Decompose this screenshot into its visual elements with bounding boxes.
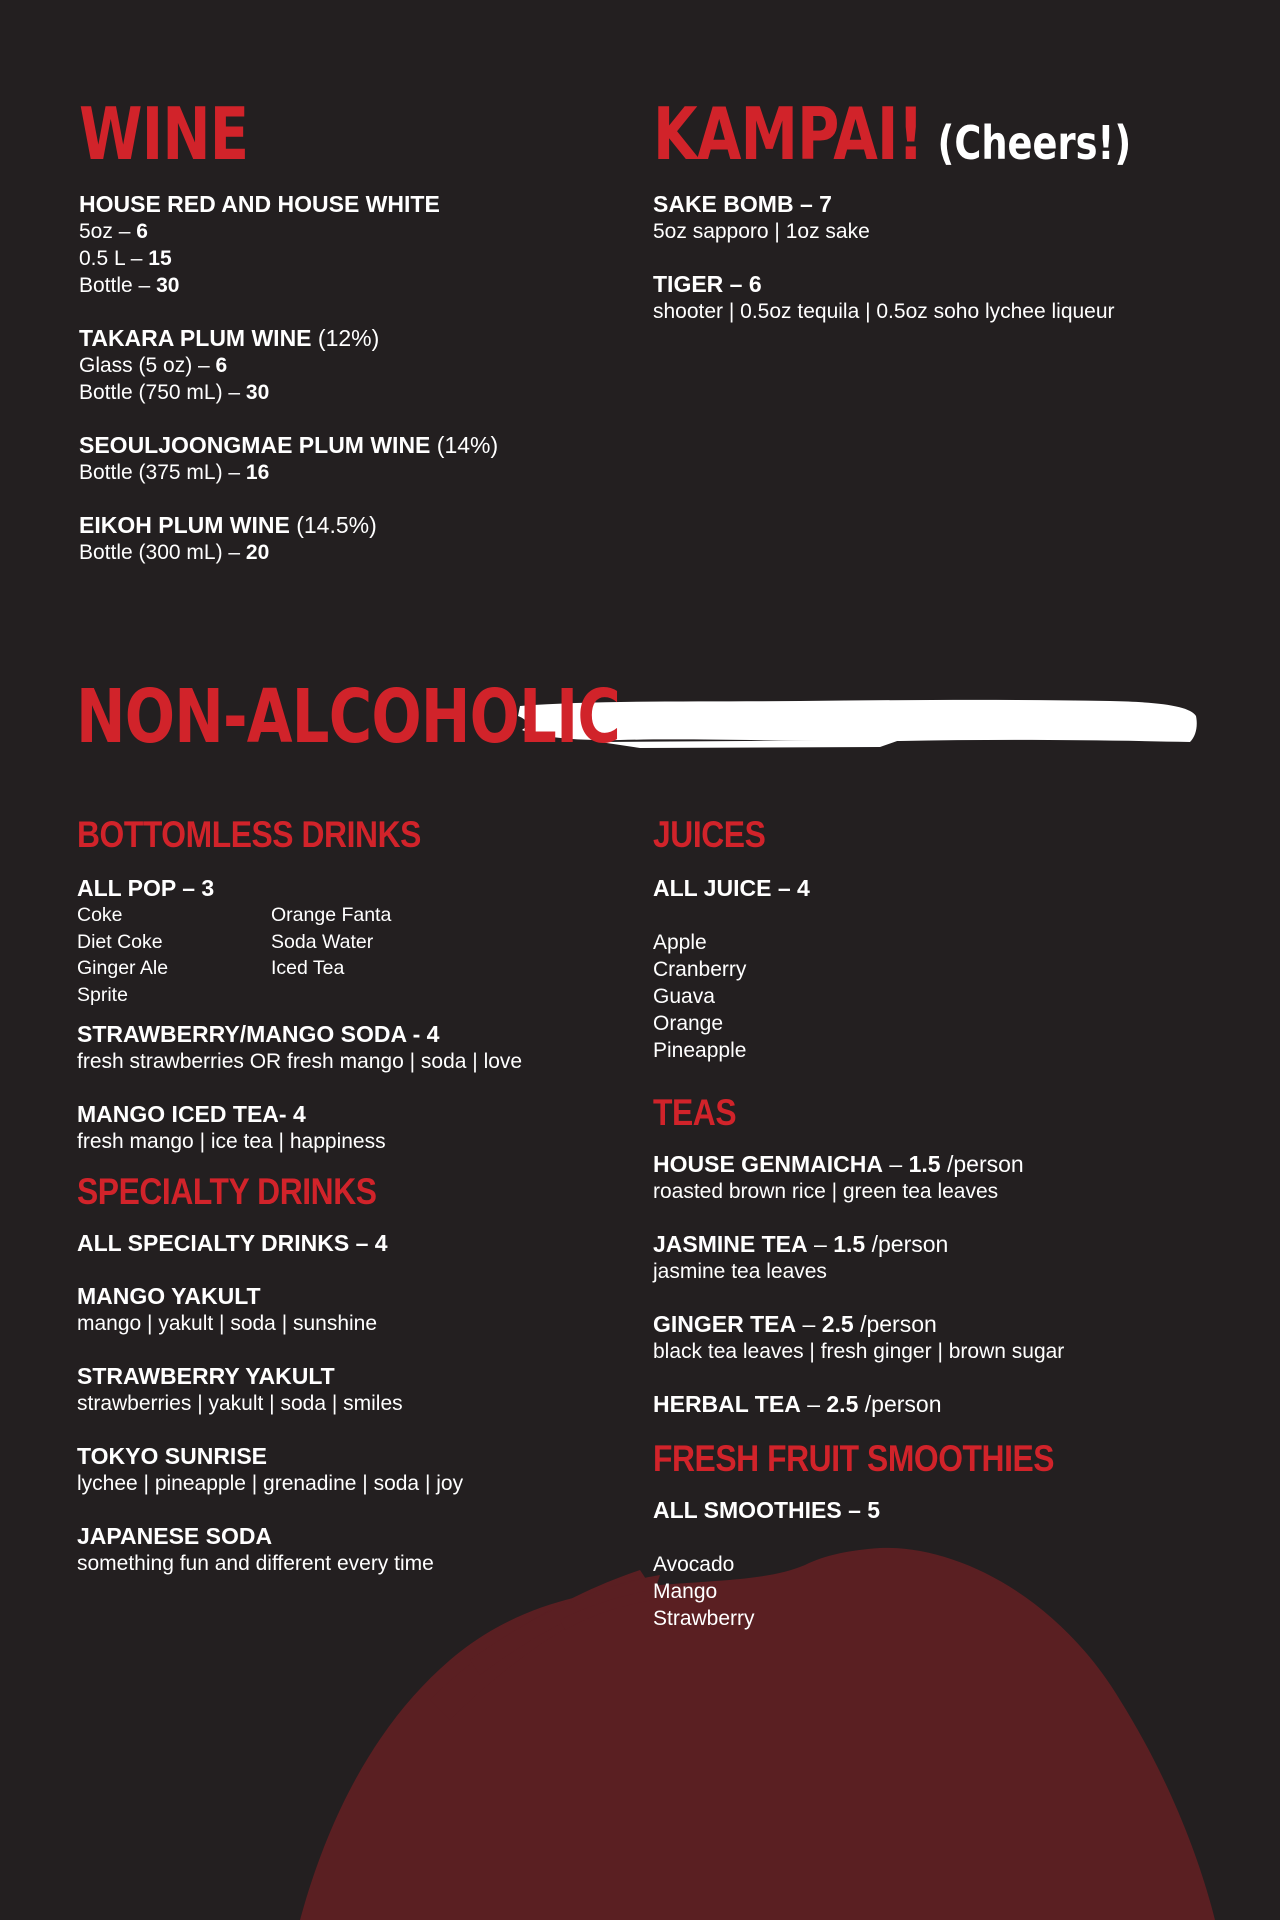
wine-serving: Bottle –: [79, 274, 157, 297]
bottomless-drink-desc: fresh strawberries OR fresh mango | soda | love: [77, 1050, 523, 1073]
smoothie-item: Avocado: [653, 1553, 735, 1576]
tea-unit: /person: [940, 1151, 1024, 1177]
bottomless-items: [77, 1020, 597, 1155]
kampai-subtitle: (Cheers!): [937, 116, 1132, 170]
tea-desc: black tea leaves | fresh ginger | brown sugar: [653, 1340, 1065, 1363]
pop-item: Soda Water: [271, 930, 374, 953]
bottomless-drink-desc: fresh mango | ice tea | happiness: [77, 1130, 386, 1153]
pop-item: Ginger Ale: [77, 957, 169, 979]
tea-items: [653, 1150, 1213, 1418]
wine-serving: Bottle (750 mL) –: [79, 381, 246, 404]
bottomless-drink-item: [77, 1020, 597, 1075]
tea-item: [653, 1150, 1213, 1205]
tea-price: 1.5: [908, 1151, 941, 1177]
tea-unit: /person: [853, 1311, 937, 1337]
specialty-drink-desc: strawberries | yakult | soda | smiles: [77, 1392, 403, 1415]
wine-name: [79, 511, 498, 539]
spacer: [653, 245, 1251, 270]
specialty-drink-item: [77, 1362, 597, 1417]
kampai-list: [653, 190, 1251, 325]
tea-desc: roasted brown rice | green tea leaves: [653, 1180, 999, 1203]
kampai-name: SAKE BOMB – 7: [653, 191, 832, 217]
tea-name-text: HERBAL TEA: [653, 1391, 801, 1417]
wine-item: [79, 511, 498, 566]
tea-price: 2.5: [826, 1391, 859, 1417]
all-juice-heading: ALL JUICE – 4: [653, 875, 810, 901]
wine-name: [79, 324, 498, 352]
wine-name-text: EIKOH PLUM WINE: [79, 512, 290, 538]
tea-sep: –: [800, 1391, 827, 1417]
tea-name-text: JASMINE TEA: [653, 1231, 808, 1257]
teas-title: TEAS: [653, 1092, 737, 1133]
specialty-items: [77, 1282, 597, 1577]
wine-serving: 0.5 L –: [79, 247, 149, 270]
wine-item: [79, 190, 498, 299]
specialty-drink-item: [77, 1442, 597, 1497]
tea-item: [653, 1390, 1213, 1418]
wine-price-line: [79, 245, 498, 272]
smoothie-list: [653, 1551, 1213, 1632]
pop-column-2: [271, 902, 465, 1008]
bottomless-drink-item: [77, 1100, 597, 1155]
tea-name-text: GINGER TEA: [653, 1311, 797, 1337]
specialty-drink-desc: mango | yakult | soda | sunshine: [77, 1312, 378, 1335]
wine-name-text: HOUSE RED AND HOUSE WHITE: [79, 191, 440, 217]
wine-name: [79, 190, 498, 218]
tea-sep: –: [807, 1231, 834, 1257]
non-alcoholic-section: [76, 674, 756, 760]
wine-price: 15: [148, 247, 172, 270]
wine-item: [79, 324, 498, 406]
non-alcoholic-title: NON-ALCOHOLIC: [76, 674, 620, 760]
specialty-drink-desc: lychee | pineapple | grenadine | soda | joy: [77, 1472, 464, 1495]
tea-item: [653, 1310, 1213, 1365]
wine-name-text: TAKARA PLUM WINE: [79, 325, 312, 351]
wine-title: WINE: [79, 92, 249, 176]
specialty-drink-name: TOKYO SUNRISE: [77, 1443, 267, 1469]
wine-name-text: SEOULJOONGMAE PLUM WINE: [79, 432, 431, 458]
specialty-drink-desc: something fun and different every time: [77, 1552, 434, 1575]
tea-price: 1.5: [833, 1231, 866, 1257]
tea-sep: –: [883, 1151, 909, 1177]
pop-column-1: [77, 902, 271, 1008]
wine-price-line: [79, 459, 498, 486]
wine-section: [79, 92, 499, 566]
tea-name: [653, 1390, 1213, 1418]
tea-name: [653, 1150, 1213, 1178]
juice-item: Guava: [653, 985, 715, 1008]
wine-name: [79, 431, 498, 459]
wine-price: 16: [245, 461, 270, 484]
kampai-desc: 5oz sapporo | 1oz sake: [653, 220, 870, 243]
wine-serving: Glass (5 oz) –: [79, 354, 216, 377]
pop-item: Orange Fanta: [271, 904, 392, 926]
wine-price-line: [79, 352, 498, 379]
wine-price: 30: [245, 381, 270, 404]
all-smoothies-heading: ALL SMOOTHIES – 5: [653, 1497, 881, 1523]
wine-price: 30: [156, 274, 180, 297]
kampai-title: [653, 92, 1132, 176]
kampai-item: [653, 190, 1251, 245]
spacer: [77, 1075, 597, 1100]
specialty-drink-name: STRAWBERRY YAKULT: [77, 1363, 335, 1389]
wine-serving: Bottle (375 mL) –: [79, 461, 246, 484]
pop-item: Coke: [77, 904, 123, 926]
bottomless-drink-name: MANGO ICED TEA- 4: [77, 1101, 306, 1127]
pop-item: Sprite: [77, 983, 128, 1006]
spacer: [653, 1205, 1213, 1230]
wine-price-line: [79, 379, 498, 406]
specialty-drink-name: JAPANESE SODA: [77, 1523, 273, 1549]
all-specialty-heading: ALL SPECIALTY DRINKS – 4: [77, 1230, 388, 1256]
spacer: [77, 1417, 597, 1442]
specialty-drink-item: [77, 1522, 597, 1577]
kampai-item: [653, 270, 1251, 325]
wine-abv: (12%): [311, 325, 380, 351]
wine-serving: 5oz –: [79, 220, 137, 243]
smoothie-item: Mango: [653, 1580, 718, 1603]
kampai-title-text: KAMPAI!: [653, 92, 924, 176]
tea-name-text: HOUSE GENMAICHA: [653, 1151, 884, 1177]
tea-unit: /person: [858, 1391, 942, 1417]
juice-item: Apple: [653, 931, 707, 954]
juice-item: Pineapple: [653, 1039, 747, 1062]
smoothie-item: Strawberry: [653, 1607, 755, 1630]
wine-list: [79, 190, 498, 566]
wine-price: 20: [245, 541, 270, 564]
all-pop-heading: ALL POP – 3: [77, 875, 215, 901]
spacer: [77, 1337, 597, 1362]
wine-price-line: [79, 272, 498, 299]
wine-item: [79, 431, 498, 486]
tea-sep: –: [796, 1311, 822, 1337]
kampai-name: TIGER – 6: [653, 271, 762, 297]
wine-abv: (14%): [430, 432, 499, 458]
specialty-drink-name: MANGO YAKULT: [77, 1283, 261, 1309]
spacer: [79, 486, 498, 511]
kampai-section: [653, 92, 1251, 325]
spacer: [653, 1285, 1213, 1310]
kampai-desc: shooter | 0.5oz tequila | 0.5oz soho lychee liqueur: [653, 300, 1115, 323]
tea-price: 2.5: [821, 1311, 854, 1337]
specialty-drink-item: [77, 1282, 597, 1337]
wine-price-line: [79, 218, 498, 245]
tea-name: [653, 1230, 1213, 1258]
spacer: [653, 1365, 1213, 1390]
spacer: [79, 299, 498, 324]
specialty-title: SPECIALTY DRINKS: [77, 1171, 377, 1212]
juices-section: [653, 814, 1213, 1632]
juice-item: Orange: [653, 1012, 724, 1035]
bottomless-section: [77, 814, 597, 1577]
wine-abv: (14.5%): [289, 512, 377, 538]
wine-price: 6: [215, 354, 228, 377]
tea-desc: jasmine tea leaves: [653, 1260, 827, 1283]
juice-item: Cranberry: [653, 958, 747, 981]
juice-list: [653, 929, 1213, 1064]
wine-price: 6: [136, 220, 148, 243]
pop-item: Diet Coke: [77, 930, 163, 953]
tea-name: [653, 1310, 1213, 1338]
bottomless-title: BOTTOMLESS DRINKS: [77, 814, 421, 855]
wine-serving: Bottle (300 mL) –: [79, 541, 246, 564]
bottomless-drink-name: STRAWBERRY/MANGO SODA - 4: [77, 1021, 440, 1047]
tea-unit: /person: [865, 1231, 949, 1257]
pop-item: Iced Tea: [271, 957, 345, 979]
pop-list: [77, 902, 597, 1008]
tea-item: [653, 1230, 1213, 1285]
smoothies-title: FRESH FRUIT SMOOTHIES: [653, 1438, 1055, 1479]
juices-title: JUICES: [653, 814, 766, 855]
wine-price-line: [79, 539, 498, 566]
spacer: [77, 1497, 597, 1522]
spacer: [79, 406, 498, 431]
